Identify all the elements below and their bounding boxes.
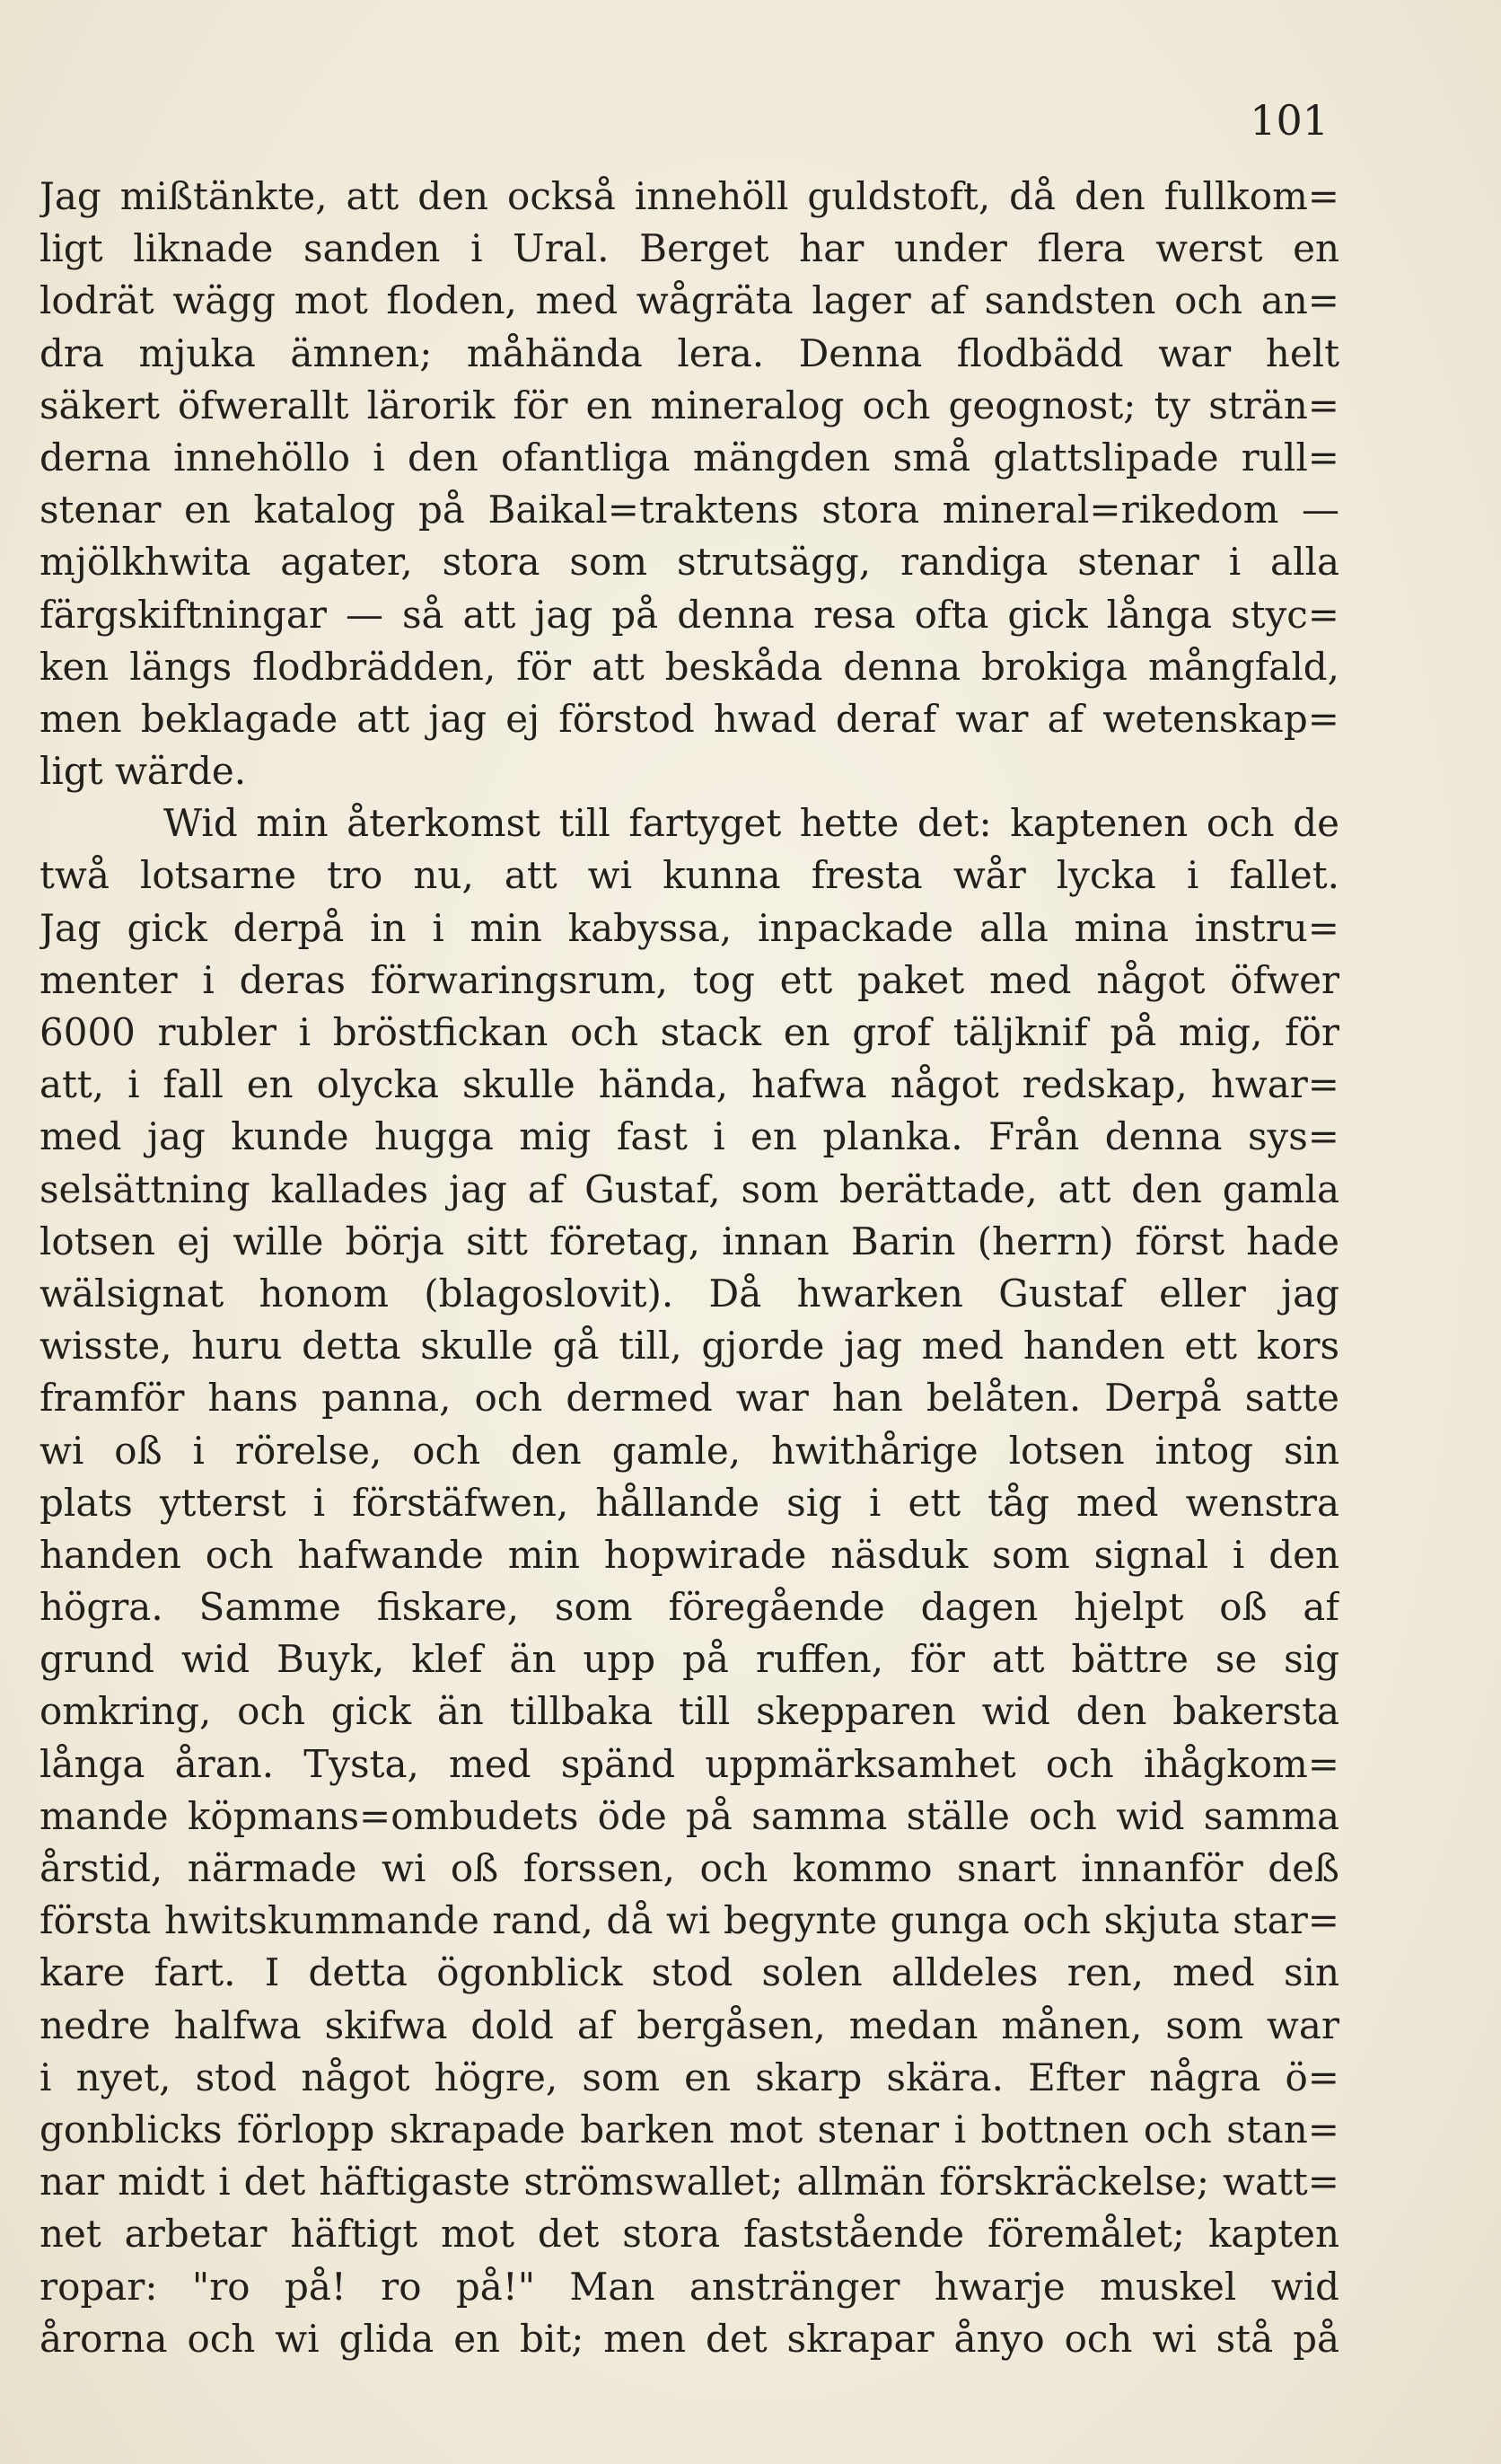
text-line: men beklagade att jag ej förstod hwad deraf war af wetenskap= — [40, 696, 1339, 741]
text-line: mjölkhwita agater, stora som strutsägg, randiga stenar i alla — [40, 540, 1339, 585]
text-line: Wid min återkomst till fartyget hette det: kaptenen och de — [163, 801, 1339, 846]
text-line: årstid, närmade wi oß forssen, och kommo snart innanför deß — [40, 1846, 1339, 1890]
text-line: ligt liknade sanden i Ural. Berget har under flera werst en — [40, 226, 1339, 271]
page-number: 101 — [1250, 96, 1329, 145]
text-line: twå lotsarne tro nu, att wi kunna fresta wår lycka i fallet. — [40, 853, 1339, 898]
text-line: net arbetar häftigt mot det stora faststående föremålet; kapten — [40, 2212, 1339, 2257]
text-line: säkert öfwerallt lärorik för en mineralog och geognost; ty strän= — [40, 383, 1339, 427]
text-line: wälsignat honom (blagoslovit). Då hwarken Gustaf eller jag — [40, 1271, 1339, 1316]
text-line: gonblicks förlopp skrapade barken mot stenar i bottnen och stan= — [40, 2107, 1339, 2152]
text-line: första hwitskummande rand, då wi begynte gunga och skjuta star= — [40, 1898, 1339, 1943]
text-line: i nyet, stod något högre, som en skarp skära. Efter några ö= — [40, 2055, 1339, 2099]
text-line: kare fart. I detta ögonblick stod solen alldeles ren, med sin — [40, 1950, 1339, 1995]
text-line: selsättning kallades jag af Gustaf, som berättade, att den gamla — [40, 1166, 1339, 1211]
text-line: omkring, och gick än tillbaka till skepparen wid den bakersta — [40, 1689, 1339, 1734]
text-line: stenar en katalog på Baikal=traktens stora mineral=rikedom — — [40, 488, 1339, 532]
text-line: högra. Samme fiskare, som föregående dagen hjelpt oß af — [40, 1585, 1339, 1630]
body-text — [40, 171, 1339, 2365]
text-line: ken längs flodbrädden, för att beskåda denna brokiga mångfald, — [40, 644, 1339, 689]
text-line: långa åran. Tysta, med spänd uppmärksamhet och ihågkom= — [40, 1741, 1339, 1786]
text-line: handen och hafwande min hopwirade näsduk som signal i den — [40, 1532, 1339, 1577]
text-line: lodrät wägg mot floden, med wågräta lager af sandsten och an= — [40, 278, 1339, 323]
text-line: wisste, huru detta skulle gå till, gjorde jag med handen ett kors — [40, 1324, 1339, 1368]
text-line: dra mjuka ämnen; måhända lera. Denna flodbädd war helt — [40, 330, 1339, 375]
text-line: nar midt i det häftigaste strömswallet; allmän förskräckelse; watt= — [40, 2160, 1339, 2204]
text-line: ropar: "ro på! ro på!" Man anstränger hwarje muskel wid — [40, 2264, 1339, 2309]
text-line: derna innehöllo i den ofantliga mängden små glattslipade rull= — [40, 435, 1339, 480]
text-line: menter i deras förwaringsrum, tog ett paket med något öfwer — [40, 957, 1339, 1002]
text-line: mande köpmans=ombudets öde på samma ställe och wid samma — [40, 1793, 1339, 1838]
text-line: wi oß i rörelse, och den gamle, hwithårige lotsen intog sin — [40, 1428, 1339, 1473]
text-line: framför hans panna, och dermed war han belåten. Derpå satte — [40, 1376, 1339, 1421]
text-line: ligt wärde. — [40, 749, 247, 794]
text-line: grund wid Buyk, klef än upp på ruffen, för att bättre se sig — [40, 1637, 1339, 1682]
text-line: plats ytterst i förstäfwen, hållande sig i ett tåg med wenstra — [40, 1480, 1339, 1525]
text-line: att, i fall en olycka skulle hända, hafwa något redskap, hwar= — [40, 1062, 1339, 1107]
text-line: nedre halfwa skifwa dold af bergåsen, medan månen, som war — [40, 2002, 1339, 2047]
text-line: 6000 rubler i bröstfickan och stack en grof täljknif på mig, för — [40, 1010, 1339, 1054]
text-line: färgskiftningar — så att jag på denna resa ofta gick långa styc= — [40, 592, 1339, 637]
text-line: årorna och wi glida en bit; men det skrapar ånyo och wi stå på — [40, 2316, 1339, 2361]
text-line: Jag mißtänkte, att den också innehöll guldstoft, då den fullkom= — [40, 174, 1339, 218]
text-line: Jag gick derpå in i min kabyssa, inpackade alla mina instru= — [40, 905, 1339, 950]
text-line: med jag kunde hugga mig fast i en planka. Från denna sys= — [40, 1114, 1339, 1159]
text-line: lotsen ej wille börja sitt företag, innan Barin (herrn) först hade — [40, 1219, 1339, 1263]
